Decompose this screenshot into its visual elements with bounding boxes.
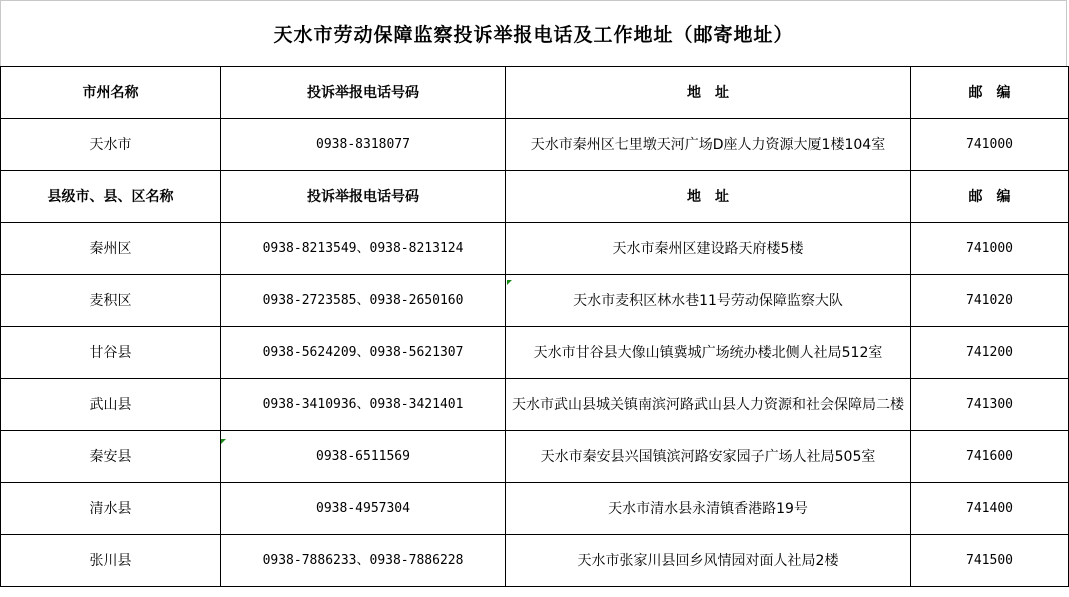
table-row [1, 431, 1069, 483]
header-name[interactable]: 市州名称 [1, 67, 221, 119]
cell-address[interactable]: 天水市武山县城关镇南滨河路武山县人力资源和社会保障局二楼 [506, 379, 911, 431]
cell-phone[interactable]: 0938-8318077 [221, 119, 506, 171]
header-address[interactable]: 地 址 [506, 67, 911, 119]
table-row [1, 275, 1069, 327]
cell-name[interactable]: 甘谷县 [1, 327, 221, 379]
cell-postcode[interactable]: 741000 [911, 223, 1069, 275]
table-row [1, 119, 1069, 171]
cell-phone[interactable]: 0938-8213549、0938-8213124 [221, 223, 506, 275]
cell-postcode[interactable]: 741200 [911, 327, 1069, 379]
header-row [1, 171, 1069, 223]
table-row [1, 379, 1069, 431]
table-row [1, 483, 1069, 535]
header-address[interactable]: 地 址 [506, 171, 911, 223]
cell-phone[interactable]: 0938-5624209、0938-5621307 [221, 327, 506, 379]
cell-postcode[interactable]: 741500 [911, 535, 1069, 587]
cell-name[interactable]: 天水市 [1, 119, 221, 171]
header-phone[interactable]: 投诉举报电话号码 [221, 171, 506, 223]
table-row [1, 535, 1069, 587]
cell-name[interactable]: 张川县 [1, 535, 221, 587]
cell-postcode[interactable]: 741600 [911, 431, 1069, 483]
sheet-title: 天水市劳动保障监察投诉举报电话及工作地址（邮寄地址） [0, 0, 1067, 66]
cell-name[interactable]: 麦积区 [1, 275, 221, 327]
cell-postcode[interactable]: 741020 [911, 275, 1069, 327]
cell-address[interactable]: 天水市秦安县兴国镇滨河路安家园子广场人社局505室 [506, 431, 911, 483]
cell-phone[interactable]: 0938-7886233、0938-7886228 [221, 535, 506, 587]
cell-phone[interactable]: 0938-3410936、0938-3421401 [221, 379, 506, 431]
cell-address[interactable]: 天水市张家川县回乡风情园对面人社局2楼 [506, 535, 911, 587]
header-row [1, 67, 1069, 119]
table-row [1, 327, 1069, 379]
table-row [1, 223, 1069, 275]
cell-comment-marker [507, 280, 512, 285]
cell-address[interactable]: 天水市麦积区林水巷11号劳动保障监察大队 [506, 275, 911, 327]
header-postcode[interactable]: 邮 编 [911, 171, 1069, 223]
cell-postcode[interactable]: 741300 [911, 379, 1069, 431]
cell-phone[interactable]: 0938-2723585、0938-2650160 [221, 275, 506, 327]
header-postcode[interactable]: 邮 编 [911, 67, 1069, 119]
cell-address[interactable]: 天水市甘谷县大像山镇冀城广场统办楼北侧人社局512室 [506, 327, 911, 379]
cell-name[interactable]: 武山县 [1, 379, 221, 431]
cell-postcode[interactable]: 741000 [911, 119, 1069, 171]
cell-name[interactable]: 秦安县 [1, 431, 221, 483]
cell-address[interactable]: 天水市秦州区七里墩天河广场D座人力资源大厦1楼104室 [506, 119, 911, 171]
cell-postcode[interactable]: 741400 [911, 483, 1069, 535]
cell-comment-marker [221, 439, 226, 444]
cell-phone[interactable]: 0938-6511569 [221, 431, 506, 483]
cell-address[interactable]: 天水市秦州区建设路天府楼5楼 [506, 223, 911, 275]
cell-phone[interactable]: 0938-4957304 [221, 483, 506, 535]
cell-address[interactable]: 天水市清水县永清镇香港路19号 [506, 483, 911, 535]
header-name[interactable]: 县级市、县、区名称 [1, 171, 221, 223]
cell-name[interactable]: 清水县 [1, 483, 221, 535]
header-phone[interactable]: 投诉举报电话号码 [221, 67, 506, 119]
cell-name[interactable]: 秦州区 [1, 223, 221, 275]
contact-table [0, 66, 1069, 587]
